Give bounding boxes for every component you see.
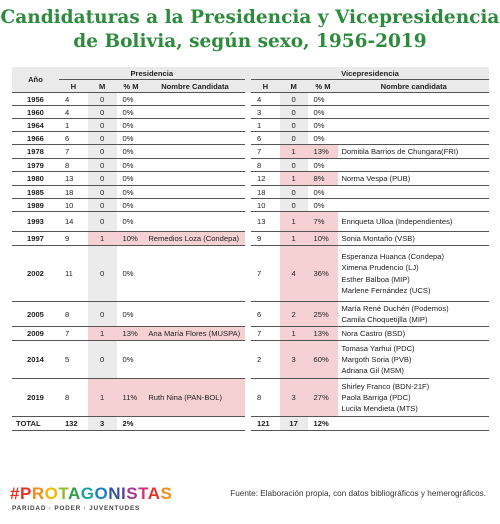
candidate-name: Margoth Soria (PVB)	[341, 354, 412, 364]
p-name-cell	[145, 106, 244, 119]
p-pct-cell: 0%	[117, 199, 146, 212]
v-pct-cell: 0%	[308, 199, 339, 212]
header-v-m: M	[280, 80, 308, 93]
header-p-m: M	[88, 80, 117, 93]
v-h-cell: 2	[251, 341, 280, 379]
p-name-cell	[145, 232, 244, 246]
v-name-cell	[338, 93, 489, 106]
v-name-cell	[338, 132, 489, 145]
p-pct-cell: 0%	[117, 106, 146, 119]
v-name-cell	[338, 199, 489, 212]
p-h-cell: 4	[59, 106, 88, 119]
p-name-cell	[145, 327, 244, 341]
v-h-cell: 6	[251, 132, 280, 145]
table-row	[12, 246, 489, 302]
year-cell: 2009	[12, 327, 59, 341]
candidate-name: Esther Balboa (MIP)	[341, 274, 410, 284]
v-pct-cell: 0%	[308, 93, 339, 106]
p-h-cell: 4	[59, 93, 88, 106]
p-h-cell: 9	[59, 232, 88, 246]
p-m-cell: 1	[88, 232, 117, 246]
table-header-groups	[12, 67, 489, 80]
p-h-cell: 5	[59, 341, 88, 379]
v-pct-cell: 27%	[308, 379, 339, 417]
v-pct-cell: 0%	[308, 119, 339, 132]
table-row	[12, 327, 489, 341]
total-p-m: 3	[88, 417, 117, 431]
p-h-cell: 10	[59, 199, 88, 212]
logo-letters	[20, 484, 172, 503]
p-h-cell: 1	[59, 119, 88, 132]
table-row	[12, 106, 489, 119]
candidate-name: Ana María Flores (MUSPA)	[148, 328, 241, 338]
header-v-h: H	[251, 80, 280, 93]
v-name-cell	[338, 246, 489, 302]
header-p-pct: % M	[117, 80, 146, 93]
total-v-h: 121	[251, 417, 280, 431]
p-m-cell: 0	[88, 159, 117, 172]
candidate-name: Paola Barriga (PDC)	[341, 392, 411, 402]
year-cell: 2014	[12, 341, 59, 379]
p-name-cell	[145, 302, 244, 327]
header-v-name: Nombre candidata	[338, 80, 489, 93]
logo-letter: R	[31, 484, 45, 503]
candidate-name: Esperanza Huanca (Condepa)	[341, 252, 445, 262]
candidates-table	[12, 67, 489, 431]
total-v-pct: 12%	[308, 417, 339, 431]
logo-letter: O	[44, 484, 59, 503]
v-name-cell	[338, 232, 489, 246]
v-m-cell: 1	[280, 212, 308, 232]
p-m-cell: 0	[88, 119, 117, 132]
p-pct-cell: 0%	[117, 93, 146, 106]
candidate-name: Ximena Prudencio (LJ)	[341, 263, 419, 273]
v-pct-cell: 60%	[308, 341, 339, 379]
p-m-cell: 0	[88, 93, 117, 106]
logo-letter: T	[58, 484, 68, 503]
header-p-name: Nombre Candidata	[145, 80, 244, 93]
p-h-cell: 8	[59, 302, 88, 327]
p-name-cell	[145, 379, 244, 417]
p-pct-cell: 0%	[117, 132, 146, 145]
p-name-cell	[145, 199, 244, 212]
p-name-cell	[145, 132, 244, 145]
v-h-cell: 18	[251, 186, 280, 199]
p-name-cell	[145, 159, 244, 172]
table-row	[12, 341, 489, 379]
p-h-cell: 7	[59, 145, 88, 159]
p-pct-cell: 0%	[117, 172, 146, 186]
v-pct-cell: 25%	[308, 302, 339, 327]
year-cell: 1979	[12, 159, 59, 172]
p-m-cell: 0	[88, 186, 117, 199]
v-name-cell	[338, 212, 489, 232]
p-pct-cell: 0%	[117, 119, 146, 132]
v-h-cell: 7	[251, 145, 280, 159]
v-name-cell	[338, 119, 489, 132]
v-name-cell	[338, 379, 489, 417]
v-name-cell	[338, 172, 489, 186]
total-row	[12, 417, 489, 431]
p-name-cell	[145, 341, 244, 379]
candidate-name: Camila Choquetijlla (MIP)	[341, 315, 428, 324]
logo-hash: #	[10, 484, 20, 503]
v-h-cell: 1	[251, 119, 280, 132]
v-m-cell: 0	[280, 159, 308, 172]
year-cell: 1993	[12, 212, 59, 232]
v-pct-cell: 7%	[308, 212, 339, 232]
p-name-cell	[145, 145, 244, 159]
logo-letter: S	[160, 484, 173, 503]
p-h-cell: 18	[59, 186, 88, 199]
v-m-cell: 0	[280, 93, 308, 106]
p-m-cell: 1	[88, 379, 117, 417]
p-pct-cell: 0%	[117, 302, 146, 327]
p-pct-cell: 0%	[117, 186, 146, 199]
candidate-name: Lucila Mendieta (MTS)	[341, 404, 418, 414]
p-pct-cell: 13%	[117, 327, 146, 341]
year-cell: 1964	[12, 119, 59, 132]
v-pct-cell: 0%	[308, 159, 339, 172]
v-m-cell: 3	[280, 379, 308, 417]
p-name-cell	[145, 119, 244, 132]
v-h-cell: 4	[251, 93, 280, 106]
protagonistas-logo	[10, 484, 172, 504]
v-name-cell	[338, 302, 489, 327]
source-note: Fuente: Elaboración propia, con datos bibliográficos y hemerográficos.	[230, 489, 486, 498]
year-cell: 1978	[12, 145, 59, 159]
v-h-cell: 8	[251, 379, 280, 417]
v-name-cell	[338, 186, 489, 199]
v-m-cell: 0	[280, 186, 308, 199]
year-cell: 1966	[12, 132, 59, 145]
candidate-name: Shirley Franco (BDN-21F)	[341, 381, 430, 391]
table-row	[12, 93, 489, 106]
logo-letter: S	[126, 484, 139, 503]
table-row	[12, 232, 489, 246]
table-row	[12, 379, 489, 417]
p-name-cell	[145, 246, 244, 302]
logo-letter: A	[67, 484, 81, 503]
p-m-cell: 0	[88, 199, 117, 212]
v-h-cell: 3	[251, 106, 280, 119]
header-year: Año	[12, 67, 59, 93]
candidate-name: Domitila Barrios de Chungara(FRI)	[341, 146, 459, 156]
logo-letter: T	[138, 484, 148, 503]
year-cell: 1956	[12, 93, 59, 106]
p-pct-cell: 10%	[117, 232, 146, 246]
v-m-cell: 3	[280, 341, 308, 379]
candidate-name: María René Duchén (Podemos)	[341, 303, 449, 313]
p-m-cell: 0	[88, 172, 117, 186]
v-m-cell: 1	[280, 232, 308, 246]
v-h-cell: 12	[251, 172, 280, 186]
table-row	[12, 172, 489, 186]
v-h-cell: 10	[251, 199, 280, 212]
p-m-cell: 0	[88, 341, 117, 379]
table-row	[12, 186, 489, 199]
year-cell: 1989	[12, 199, 59, 212]
v-h-cell: 6	[251, 302, 280, 327]
p-h-cell: 8	[59, 159, 88, 172]
p-pct-cell: 0%	[117, 145, 146, 159]
logo-letter: P	[19, 484, 32, 503]
v-m-cell: 1	[280, 327, 308, 341]
v-m-cell: 1	[280, 172, 308, 186]
p-pct-cell: 0%	[117, 341, 146, 379]
total-p-pct: 2%	[117, 417, 146, 431]
p-h-cell: 8	[59, 379, 88, 417]
p-h-cell: 7	[59, 327, 88, 341]
v-pct-cell: 0%	[308, 186, 339, 199]
v-m-cell: 0	[280, 132, 308, 145]
v-m-cell: 0	[280, 119, 308, 132]
v-h-cell: 7	[251, 246, 280, 302]
v-name-cell	[338, 159, 489, 172]
logo-letter: I	[120, 484, 127, 503]
year-cell: 1960	[12, 106, 59, 119]
v-name-cell	[338, 327, 489, 341]
header-vicepresidency: Vicepresidencia	[251, 67, 489, 80]
table-row	[12, 212, 489, 232]
candidate-name: Nora Castro (BSD)	[341, 328, 406, 338]
candidate-name: Marlene Fernández (UCS)	[341, 285, 431, 295]
v-name-cell	[338, 145, 489, 159]
p-pct-cell: 0%	[117, 246, 146, 302]
year-cell: 1997	[12, 232, 59, 246]
p-pct-cell: 0%	[117, 212, 146, 232]
p-h-cell: 14	[59, 212, 88, 232]
header-v-pct: % M	[308, 80, 339, 93]
p-m-cell: 0	[88, 132, 117, 145]
title-line-2: de Bolivia, según sexo, 1956-2019	[73, 31, 427, 52]
table-row	[12, 145, 489, 159]
p-name-cell	[145, 172, 244, 186]
table-row	[12, 132, 489, 145]
v-h-cell: 9	[251, 232, 280, 246]
logo-tagline: PARIDAD · PODER · JUVENTUDES	[12, 505, 141, 512]
p-m-cell: 0	[88, 145, 117, 159]
header-presidency: Presidencia	[59, 67, 245, 80]
v-name-cell	[338, 341, 489, 379]
v-m-cell: 1	[280, 145, 308, 159]
v-pct-cell: 0%	[308, 132, 339, 145]
candidate-name: Norma Vespa (PUB)	[341, 173, 411, 183]
header-p-h: H	[59, 80, 88, 93]
v-pct-cell: 36%	[308, 246, 339, 302]
p-h-cell: 11	[59, 246, 88, 302]
page-title	[0, 6, 500, 54]
candidate-name: Adriana Gil (MSM)	[341, 366, 404, 376]
p-h-cell: 13	[59, 172, 88, 186]
year-cell: 1980	[12, 172, 59, 186]
p-m-cell: 1	[88, 327, 117, 341]
total-v-m: 17	[280, 417, 308, 431]
total-label: TOTAL	[12, 417, 59, 431]
logo-letter: G	[80, 484, 95, 503]
table-row	[12, 302, 489, 327]
v-m-cell: 4	[280, 246, 308, 302]
year-cell: 2002	[12, 246, 59, 302]
v-pct-cell: 8%	[308, 172, 339, 186]
table-row	[12, 119, 489, 132]
year-cell: 2019	[12, 379, 59, 417]
table-row	[12, 199, 489, 212]
p-name-cell	[145, 93, 244, 106]
v-pct-cell: 10%	[308, 232, 339, 246]
v-h-cell: 8	[251, 159, 280, 172]
v-m-cell: 0	[280, 199, 308, 212]
p-h-cell: 6	[59, 132, 88, 145]
logo-letter: N	[108, 484, 121, 503]
p-pct-cell: 0%	[117, 159, 146, 172]
year-cell: 1985	[12, 186, 59, 199]
v-h-cell: 7	[251, 327, 280, 341]
table-body	[12, 93, 489, 417]
p-m-cell: 0	[88, 302, 117, 327]
logo-letter: O	[94, 484, 109, 503]
p-m-cell: 0	[88, 246, 117, 302]
p-m-cell: 0	[88, 212, 117, 232]
candidate-name: Sonia Montaño (VSB)	[341, 233, 415, 243]
candidate-name: Remedios Loza (Condepa)	[148, 233, 240, 243]
table-header-columns	[12, 80, 489, 93]
p-m-cell: 0	[88, 106, 117, 119]
v-pct-cell: 0%	[308, 106, 339, 119]
p-pct-cell: 11%	[117, 379, 146, 417]
logo-letter: A	[147, 484, 161, 503]
candidate-name: Ruth Nina (PAN-BOL)	[148, 392, 223, 402]
p-name-cell	[145, 212, 244, 232]
year-cell: 2005	[12, 302, 59, 327]
v-h-cell: 13	[251, 212, 280, 232]
table-row	[12, 159, 489, 172]
v-m-cell: 0	[280, 106, 308, 119]
v-pct-cell: 13%	[308, 327, 339, 341]
total-p-h: 132	[59, 417, 88, 431]
p-name-cell	[145, 186, 244, 199]
title-line-1: Candidaturas a la Presidencia y Vicepresidencia	[0, 7, 500, 28]
candidate-name: Tomasa Yarhui (PDC)	[341, 343, 415, 353]
candidate-name: Enriqueta Ulloa (Independientes)	[341, 216, 453, 226]
v-pct-cell: 13%	[308, 145, 339, 159]
v-m-cell: 2	[280, 302, 308, 327]
v-name-cell	[338, 106, 489, 119]
